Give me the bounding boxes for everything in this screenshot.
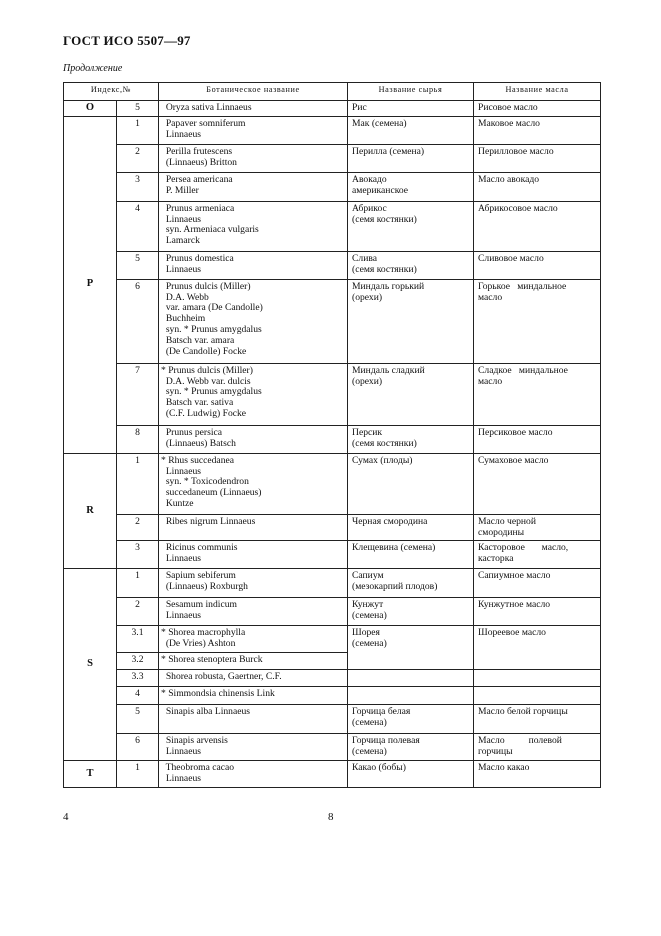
cell-line: Рисовое масло (478, 102, 538, 113)
column-header-raw: Название сырья (348, 83, 474, 101)
oil-name-cell (474, 251, 601, 279)
index-number: 6 (117, 279, 159, 363)
page-number-left: 4 (63, 811, 69, 823)
botanical-name-cell (159, 760, 348, 787)
index-number: 8 (117, 425, 159, 453)
cell-line: Авокадо (352, 173, 387, 185)
botanical-name-cell (159, 425, 348, 453)
botanical-name-cell (159, 704, 348, 733)
cell-line: американское (352, 184, 409, 196)
index-number: 1 (117, 116, 159, 144)
table-row (64, 363, 601, 425)
cell-line: Масло белой горчицы (478, 705, 568, 717)
botanical-name-cell (159, 251, 348, 279)
cell-line: syn. * Prunus amygdalus (161, 386, 262, 398)
raw-material-cell (348, 669, 474, 686)
cell-line: Черная смородина (352, 515, 428, 527)
oil-name-cell (474, 626, 601, 670)
cell-line: Миндаль сладкий (352, 364, 425, 376)
cell-line: Сапиум (352, 570, 384, 582)
botanical-name-cell (159, 453, 348, 514)
raw-material-cell (348, 425, 474, 453)
index-number: 2 (117, 598, 159, 626)
oil-name-cell (474, 733, 601, 760)
cell-line: масло (478, 291, 503, 303)
oil-name-cell (474, 425, 601, 453)
raw-material-cell (348, 686, 474, 704)
cell-line: (семена) (352, 745, 387, 757)
cell-line: Слива (352, 252, 377, 264)
index-number: 7 (117, 363, 159, 425)
index-number: 1 (117, 453, 159, 514)
raw-material-cell (348, 101, 474, 117)
cell-line: (семя костянки) (352, 213, 417, 225)
cell-line: Linnaeus (161, 745, 201, 757)
cell-line: * Rhus succedanea (161, 454, 235, 466)
cell-line: (семена) (352, 716, 387, 728)
cell-line: (семена) (352, 610, 387, 622)
group-letter: O (64, 101, 117, 117)
cell-line: Персик (352, 426, 383, 438)
cell-line: succedaneum (Linnaeus) (161, 487, 262, 499)
document-title: ГОСТ ИСО 5507—97 (63, 33, 191, 48)
cell-line: Theobroma cacao (161, 761, 235, 773)
oil-name-cell (474, 453, 601, 514)
botanical-name-cell (159, 626, 348, 653)
botanical-name-cell (159, 598, 348, 626)
botanical-name-cell (159, 541, 348, 569)
cell-line: Абрикосовое масло (478, 202, 558, 214)
oil-name-cell (474, 201, 601, 251)
cell-line: (C.F. Ludwig) Focke (161, 407, 247, 419)
cell-line: Linnaeus (161, 465, 201, 477)
cell-line: Сапиумное масло (478, 570, 551, 582)
cell-line: Кунжутное масло (478, 599, 551, 611)
cell-line: (орехи) (352, 291, 383, 303)
botanical-name-cell (159, 652, 348, 669)
botanical-name-cell (159, 514, 348, 541)
table-row (64, 425, 601, 453)
raw-material-cell (348, 251, 474, 279)
cell-line: Горчица полевая (352, 734, 420, 746)
raw-material-cell (348, 760, 474, 787)
cell-line: Масло авокадо (478, 173, 540, 185)
cell-line: масло (478, 375, 503, 387)
raw-material-cell (348, 541, 474, 569)
index-number: 3.3 (117, 669, 159, 686)
table-row (64, 514, 601, 541)
cell-line: Linnaeus (161, 213, 201, 225)
botanical-name-cell (159, 669, 348, 686)
table-row (64, 201, 601, 251)
raw-material-cell (348, 453, 474, 514)
oil-name-cell (474, 598, 601, 626)
cell-line: Sinapis arvensis (161, 734, 228, 746)
cell-line: Кунжут (352, 599, 384, 611)
cell-line: Маковое масло (478, 117, 540, 129)
cell-line: (Linnaeus) Roxburgh (161, 581, 248, 593)
cell-line: Lamarck (161, 235, 200, 247)
cell-line: Prunus dulcis (Miller) (161, 280, 251, 292)
index-number: 6 (117, 733, 159, 760)
cell-line: Linnaeus (161, 128, 201, 140)
raw-material-cell (348, 514, 474, 541)
cell-line: Batsch var. sativa (161, 397, 234, 409)
cell-line: syn. Armeniaca vulgaris (161, 224, 259, 236)
botanical-name-cell (159, 686, 348, 704)
cell-line: Persea americana (161, 173, 233, 185)
botanical-name-cell (159, 116, 348, 144)
botanical-name-cell (159, 144, 348, 172)
group-letter: P (64, 116, 117, 453)
cell-line: (семя костянки) (352, 263, 417, 275)
index-number: 5 (117, 101, 159, 117)
cell-line: * Shorea stenoptera Burck (161, 653, 263, 665)
table-row (64, 453, 601, 514)
table-header-row (64, 83, 601, 101)
column-header-index: Индекс,№ (64, 83, 159, 101)
raw-material-cell (348, 733, 474, 760)
table-row (64, 686, 601, 704)
cell-line: Sinapis alba Linnaeus (161, 705, 251, 717)
botanical-name-cell (159, 363, 348, 425)
oil-name-cell (474, 116, 601, 144)
index-number: 2 (117, 144, 159, 172)
cell-line: Linnaeus (161, 553, 201, 565)
cell-line: Perilla frutescens (161, 145, 233, 157)
index-number: 3.1 (117, 626, 159, 653)
cell-line: Sapium sebiferum (161, 570, 236, 582)
botanical-name-cell (159, 733, 348, 760)
cell-line: * Prunus dulcis (Miller) (161, 364, 253, 376)
botanical-name-cell (159, 569, 348, 598)
cell-line: Масло черной (478, 515, 536, 527)
cell-line: (орехи) (352, 375, 383, 387)
table-row (64, 144, 601, 172)
cell-line: горчицы (478, 745, 513, 757)
raw-material-cell (348, 172, 474, 201)
raw-material-cell (348, 704, 474, 733)
cell-line: Сливовое масло (478, 252, 544, 264)
cell-line: Kuntze (161, 497, 194, 509)
index-number: 4 (117, 686, 159, 704)
table-row (64, 598, 601, 626)
oil-name-cell (474, 101, 601, 117)
page-number-center: 8 (328, 811, 334, 823)
cell-line: (Linnaeus) Britton (161, 156, 237, 168)
oil-name-cell (474, 760, 601, 787)
cell-line: Batsch var. amara (161, 334, 235, 346)
index-number: 1 (117, 760, 159, 787)
cell-line: (De Candolle) Focke (161, 345, 247, 357)
oil-name-cell (474, 569, 601, 598)
table-row (64, 704, 601, 733)
cell-line: Рис (352, 102, 367, 113)
cell-line: syn. * Toxicodendron (161, 476, 249, 488)
cell-line: Prunus persica (161, 426, 223, 438)
cell-line: Sesamum indicum (161, 599, 237, 611)
oil-name-cell (474, 279, 601, 363)
botanical-name-cell (159, 201, 348, 251)
cell-line: Papaver somniferum (161, 117, 246, 129)
table-row (64, 733, 601, 760)
cell-line: Сумаховое масло (478, 454, 549, 466)
cell-line: Сумах (плоды) (352, 454, 413, 466)
cell-line: (мезокарпий плодов) (352, 581, 438, 593)
index-number: 2 (117, 514, 159, 541)
cell-line: касторка (478, 553, 514, 565)
cell-line: D.A. Webb (161, 291, 209, 303)
cell-line: Shorea robusta, Gaertner, C.F. (161, 670, 282, 682)
group-letter: R (64, 453, 117, 569)
cell-line: (семя костянки) (352, 437, 417, 449)
cell-line: Горчица белая (352, 705, 411, 717)
cell-line: (Linnaeus) Batsch (161, 437, 236, 449)
cell-line: var. amara (De Candolle) (161, 302, 263, 314)
cell-line: Мак (семена) (352, 117, 407, 129)
cell-line: Шорея (352, 627, 380, 639)
botanical-name-cell (159, 101, 348, 117)
oil-name-cell (474, 669, 601, 686)
raw-material-cell (348, 598, 474, 626)
table-row (64, 569, 601, 598)
continuation-label: Продолжение (63, 63, 123, 74)
group-letter: S (64, 569, 117, 761)
oil-name-cell (474, 541, 601, 569)
cell-line: Сладкое миндальное (478, 364, 568, 376)
cell-line: Prunus domestica (161, 252, 234, 264)
raw-material-cell (348, 144, 474, 172)
oil-name-cell (474, 514, 601, 541)
index-number: 5 (117, 251, 159, 279)
raw-material-cell (348, 363, 474, 425)
cell-line: syn. * Prunus amygdalus (161, 323, 262, 335)
raw-material-cell (348, 569, 474, 598)
index-number: 1 (117, 569, 159, 598)
cell-line: Ribes nigrum Linnaeus (161, 515, 256, 527)
cell-line: Шореевое масло (478, 627, 546, 639)
raw-material-cell (348, 279, 474, 363)
table-row (64, 172, 601, 201)
cell-line: Горькое миндальное (478, 280, 567, 292)
raw-material-cell (348, 201, 474, 251)
cell-line: Linnaeus (161, 772, 201, 784)
cell-line: Ricinus communis (161, 542, 238, 554)
table-row (64, 760, 601, 787)
table-row (64, 279, 601, 363)
table-body (64, 101, 601, 788)
index-number: 3.2 (117, 652, 159, 669)
index-number: 3 (117, 541, 159, 569)
cell-line: (De Vries) Ashton (161, 638, 236, 650)
index-number: 4 (117, 201, 159, 251)
column-header-botanical: Ботаническое название (159, 83, 348, 101)
oil-name-cell (474, 363, 601, 425)
table-row (64, 116, 601, 144)
cell-line: * Shorea macrophylla (161, 627, 246, 639)
botanical-name-cell (159, 279, 348, 363)
cell-line: Какао (бобы) (352, 761, 406, 773)
cell-line: Клещевина (семена) (352, 542, 436, 554)
cell-line: Персиковое масло (478, 426, 553, 438)
cell-line: Масло какао (478, 761, 530, 773)
table-row (64, 626, 601, 653)
cell-line: Prunus armeniaca (161, 202, 235, 214)
oil-table (63, 82, 601, 788)
raw-material-cell (348, 626, 474, 670)
cell-line: Oryza sativa Linnaeus (161, 102, 252, 113)
cell-line: Перилла (семена) (352, 145, 425, 157)
cell-line: Абрикос (352, 202, 387, 214)
index-number: 3 (117, 172, 159, 201)
raw-material-cell (348, 116, 474, 144)
column-header-oil: Название масла (474, 83, 601, 101)
cell-line: * Simmondsia chinensis Link (161, 687, 275, 699)
index-number: 5 (117, 704, 159, 733)
cell-line: смородины (478, 526, 525, 538)
cell-line: Linnaeus (161, 610, 201, 622)
cell-line: D.A. Webb var. dulcis (161, 375, 251, 387)
table-row (64, 251, 601, 279)
cell-line: (семена) (352, 638, 387, 650)
cell-line: Касторовое масло, (478, 542, 569, 554)
oil-name-cell (474, 144, 601, 172)
cell-line: Перилловое масло (478, 145, 554, 157)
cell-line: Масло полевой (478, 734, 562, 746)
cell-line: P. Miller (161, 184, 199, 196)
botanical-name-cell (159, 172, 348, 201)
table-row (64, 101, 601, 117)
cell-line: Buchheim (161, 313, 206, 325)
oil-name-cell (474, 172, 601, 201)
group-letter: T (64, 760, 117, 787)
table-row (64, 669, 601, 686)
table-row (64, 541, 601, 569)
oil-name-cell (474, 704, 601, 733)
cell-line: Linnaeus (161, 263, 201, 275)
oil-name-cell (474, 686, 601, 704)
cell-line: Миндаль горький (352, 280, 425, 292)
